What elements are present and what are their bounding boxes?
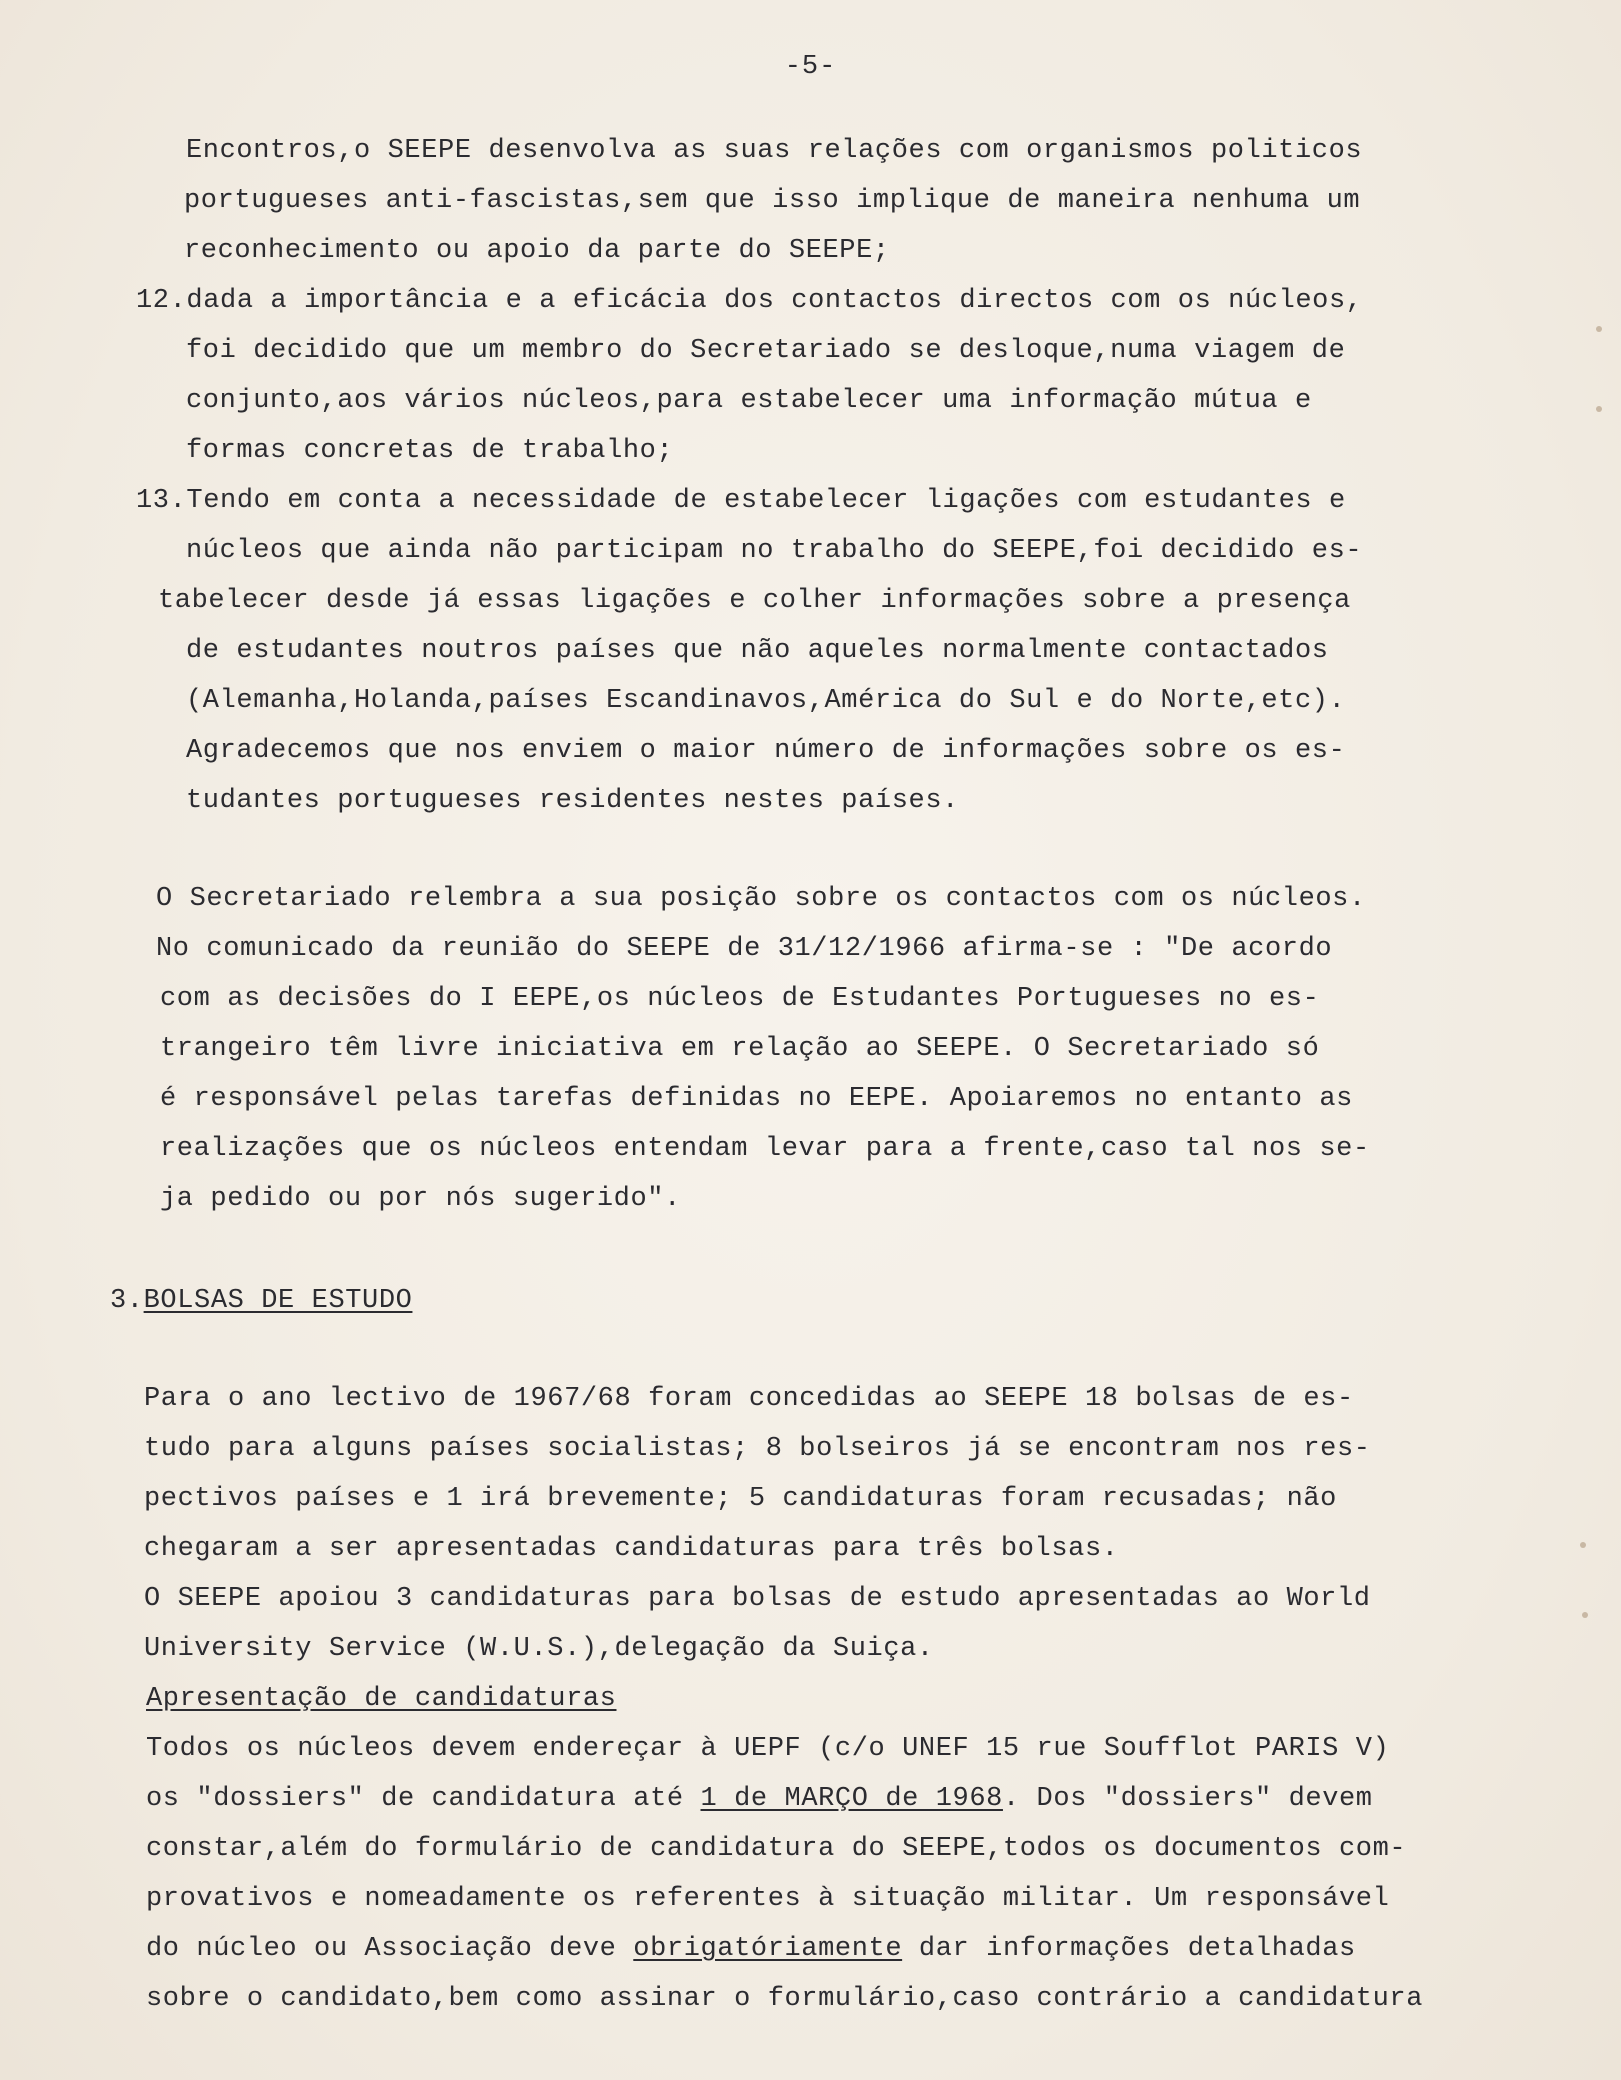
section-number: 3. bbox=[110, 1286, 144, 1316]
text-line: reconhecimento ou apoio da parte do SEEPE; bbox=[184, 236, 890, 266]
text-line: sobre o candidato,bem como assinar o formulário,caso contrário a candidatura bbox=[146, 1984, 1423, 2014]
text-line: com as decisões do I EEPE,os núcleos de Estudantes Portugueses no es- bbox=[160, 984, 1320, 1014]
text-line: chegaram a ser apresentadas candidaturas para três bolsas. bbox=[144, 1534, 1119, 1564]
section-title: BOLSAS DE ESTUDO bbox=[143, 1286, 413, 1316]
text-line: conjunto,aos vários núcleos,para estabelecer uma informação mútua e bbox=[186, 386, 1312, 416]
text-line: de estudantes noutros países que não aqueles normalmente contactados bbox=[186, 636, 1329, 666]
page-number: -5- bbox=[784, 52, 837, 82]
text-line: portugueses anti-fascistas,sem que isso implique de maneira nenhuma um bbox=[184, 186, 1361, 216]
text-line: tabelecer desde já essas ligações e colher informações sobre a presença bbox=[158, 586, 1351, 616]
text-line: realizações que os núcleos entendam levar para a frente,caso tal nos se- bbox=[160, 1134, 1370, 1164]
text-span: . Dos "dossiers" devem bbox=[1002, 1784, 1373, 1814]
text-line bbox=[146, 1782, 1373, 1816]
paper-speck bbox=[1582, 1612, 1588, 1618]
text-line: No comunicado da reunião do SEEPE de 31/12/1966 afirma-se : "De acordo bbox=[156, 934, 1333, 964]
deadline-date: 1 de MARÇO de 1968 bbox=[700, 1784, 1003, 1814]
text-line bbox=[146, 1932, 1356, 1966]
text-line: núcleos que ainda não participam no trabalho do SEEPE,foi decidido es- bbox=[186, 536, 1363, 566]
text-line: O SEEPE apoiou 3 candidaturas para bolsas de estudo apresentadas ao World bbox=[144, 1584, 1371, 1614]
text-line: formas concretas de trabalho; bbox=[186, 436, 674, 466]
paper-speck bbox=[1596, 326, 1602, 332]
text-line: University Service (W.U.S.),delegação da Suiça. bbox=[144, 1634, 934, 1664]
text-line: trangeiro têm livre iniciativa em relação ao SEEPE. O Secretariado só bbox=[160, 1034, 1320, 1064]
text-line: Para o ano lectivo de 1967/68 foram concedidas ao SEEPE 18 bolsas de es- bbox=[144, 1384, 1354, 1414]
text-line: Encontros,o SEEPE desenvolva as suas relações com organismos politicos bbox=[186, 136, 1363, 166]
text-line: constar,além do formulário de candidatura do SEEPE,todos os documentos com- bbox=[146, 1834, 1407, 1864]
subheading: Apresentação de candidaturas bbox=[146, 1684, 617, 1714]
text-line: O Secretariado relembra a sua posição sobre os contactos com os núcleos. bbox=[156, 884, 1366, 914]
text-line: (Alemanha,Holanda,países Escandinavos,América do Sul e do Norte,etc). bbox=[186, 686, 1346, 716]
text-line: é responsável pelas tarefas definidas no EEPE. Apoiaremos no entanto as bbox=[160, 1084, 1353, 1114]
text-line: foi decidido que um membro do Secretariado se desloque,numa viagem de bbox=[186, 336, 1346, 366]
text-line: Agradecemos que nos enviem o maior número de informações sobre os es- bbox=[186, 736, 1346, 766]
text-line: 13.Tendo em conta a necessidade de estabelecer ligações com estudantes e bbox=[136, 486, 1346, 516]
paper-speck bbox=[1580, 1542, 1586, 1548]
section-heading bbox=[110, 1284, 412, 1318]
text-span: dar informações detalhadas bbox=[902, 1934, 1356, 1964]
text-span: do núcleo ou Associação deve bbox=[146, 1934, 634, 1964]
text-span: os "dossiers" de candidatura até bbox=[146, 1784, 701, 1814]
text-line: ja pedido ou por nós sugerido". bbox=[160, 1184, 681, 1214]
text-line: tudo para alguns países socialistas; 8 bolseiros já se encontram nos res- bbox=[144, 1434, 1371, 1464]
paper-speck bbox=[1596, 406, 1602, 412]
text-line: provativos e nomeadamente os referentes à situação militar. Um responsável bbox=[146, 1884, 1390, 1914]
text-line: 12.dada a importância e a eficácia dos contactos directos com os núcleos, bbox=[136, 286, 1363, 316]
text-line: pectivos países e 1 irá brevemente; 5 candidaturas foram recusadas; não bbox=[144, 1484, 1337, 1514]
text-line: tudantes portugueses residentes nestes países. bbox=[186, 786, 959, 816]
emphasis: obrigatóriamente bbox=[633, 1934, 903, 1964]
text-line: Todos os núcleos devem endereçar à UEPF (c/o UNEF 15 rue Soufflot PARIS V) bbox=[146, 1734, 1390, 1764]
